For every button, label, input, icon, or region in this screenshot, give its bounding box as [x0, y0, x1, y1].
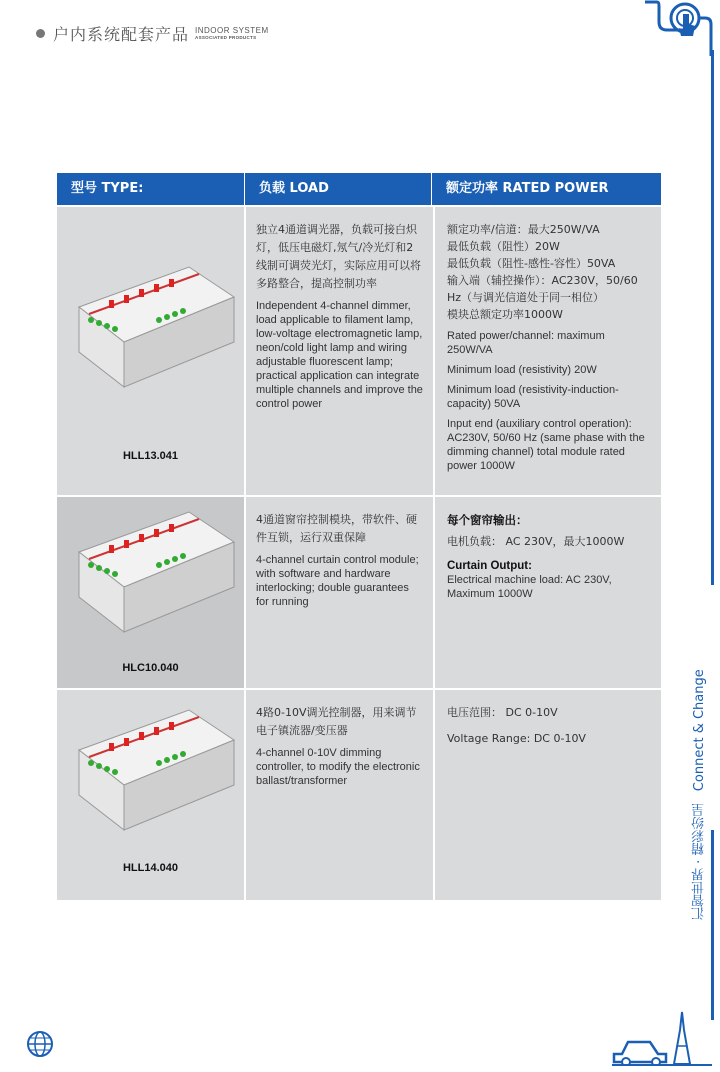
load-description-en: 4-channel curtain control module; with software and hardware interlocking; double guarantees for running	[256, 554, 419, 608]
dimming-controller-image	[69, 705, 239, 835]
table-header	[57, 173, 661, 205]
header-type: 型号 TYPE:	[71, 181, 144, 196]
type-cell	[57, 207, 244, 495]
model-number: HLC10.040	[122, 662, 179, 674]
header-title-en	[195, 27, 269, 41]
header-bullet	[36, 29, 45, 38]
dimmer-module-image	[69, 262, 239, 392]
side-frame-line-upper	[711, 50, 714, 585]
load-description-en: 4-channel 0-10V dimming controller, to modify the electronic ballast/transformer	[256, 747, 420, 787]
side-slogan-cn: 汇智世界 · 精彩纷呈	[692, 803, 707, 920]
power-description-cn: 电压范围： DC 0-10V	[447, 706, 558, 719]
car-tower-icon	[612, 1010, 712, 1066]
power-spec-en: Electrical machine load: AC 230V, Maximum 1000W	[447, 574, 612, 600]
curtain-module-image	[69, 507, 239, 637]
table-row	[57, 688, 661, 900]
header-rated-power: 额定功率 RATED POWER	[431, 173, 661, 205]
power-spec-en: Minimum load (resistivity-induction-capacity) 50VA	[447, 384, 619, 410]
power-description-cn: 额定功率/信道：最大250W/VA 最低负载（阻性）20W 最低负载（阻性-感性-容性）50VA 输入端（辅控操作）：AC230V，50/60 Hz（与调光信道处于同一相位） 模块总额定功率1000W	[447, 223, 638, 321]
header-title-cn: 户内系统配套产品	[53, 25, 190, 44]
power-cell	[435, 497, 661, 688]
load-description-cn: 4路0-10V调光控制器，用来调节电子镇流器/变压器	[256, 706, 417, 737]
power-spec-en: Minimum load (resistivity) 20W	[447, 364, 597, 376]
header-title-en-line1: INDOOR SYSTEM	[195, 25, 269, 35]
type-cell	[57, 690, 244, 900]
load-cell	[246, 207, 433, 495]
power-description-cn: 每个窗帘输出：	[447, 513, 528, 527]
power-description-cn: 电机负载： AC 230V，最大1000W	[447, 535, 625, 548]
table-row	[57, 495, 661, 688]
power-spec-en: Input end (auxiliary control operation): AC230V, 50/60 Hz (same phase with the dimming channel) total module rated power 1000W	[447, 418, 645, 472]
header-title-en-line2: ASSOCIATED PRODUCTS	[195, 34, 257, 40]
model-number: HLL14.040	[122, 862, 179, 874]
power-spec-en: Rated power/channel: maximum 250W/VA	[447, 330, 605, 356]
product-table	[57, 173, 661, 900]
table-row	[57, 205, 661, 495]
globe-icon	[26, 1030, 54, 1058]
type-cell	[57, 497, 244, 688]
touch-icon	[645, 0, 720, 56]
side-slogan-en: Connect & Change	[692, 669, 707, 792]
load-description-en: Independent 4-channel dimmer, load applicable to filament lamp, low-voltage electromagnetic lamp, neon/cold light lamp and wiring adjustable fluorescent lamp; practical application can integrate multiple channels and improve the control power	[256, 300, 423, 410]
side-slogan	[688, 600, 720, 920]
load-description-cn: 独立4通道调光器，负载可接白炽灯，低压电磁灯,氖气/冷光灯和2线制可调荧光灯，实际应用可以将多路整合，提高控制功率	[256, 223, 421, 290]
power-spec-en: Voltage Range: DC 0-10V	[447, 732, 586, 745]
power-cell	[435, 690, 661, 900]
power-title-en: Curtain Output:	[447, 560, 532, 572]
load-cell	[246, 497, 433, 688]
model-number: HLL13.041	[122, 450, 179, 462]
load-cell	[246, 690, 433, 900]
power-cell	[435, 207, 661, 495]
load-description-cn: 4通道窗帘控制模块，带软件、硬件互锁，运行双重保障	[256, 513, 417, 544]
header-load: 负载 LOAD	[244, 173, 431, 205]
page-header	[36, 22, 269, 45]
